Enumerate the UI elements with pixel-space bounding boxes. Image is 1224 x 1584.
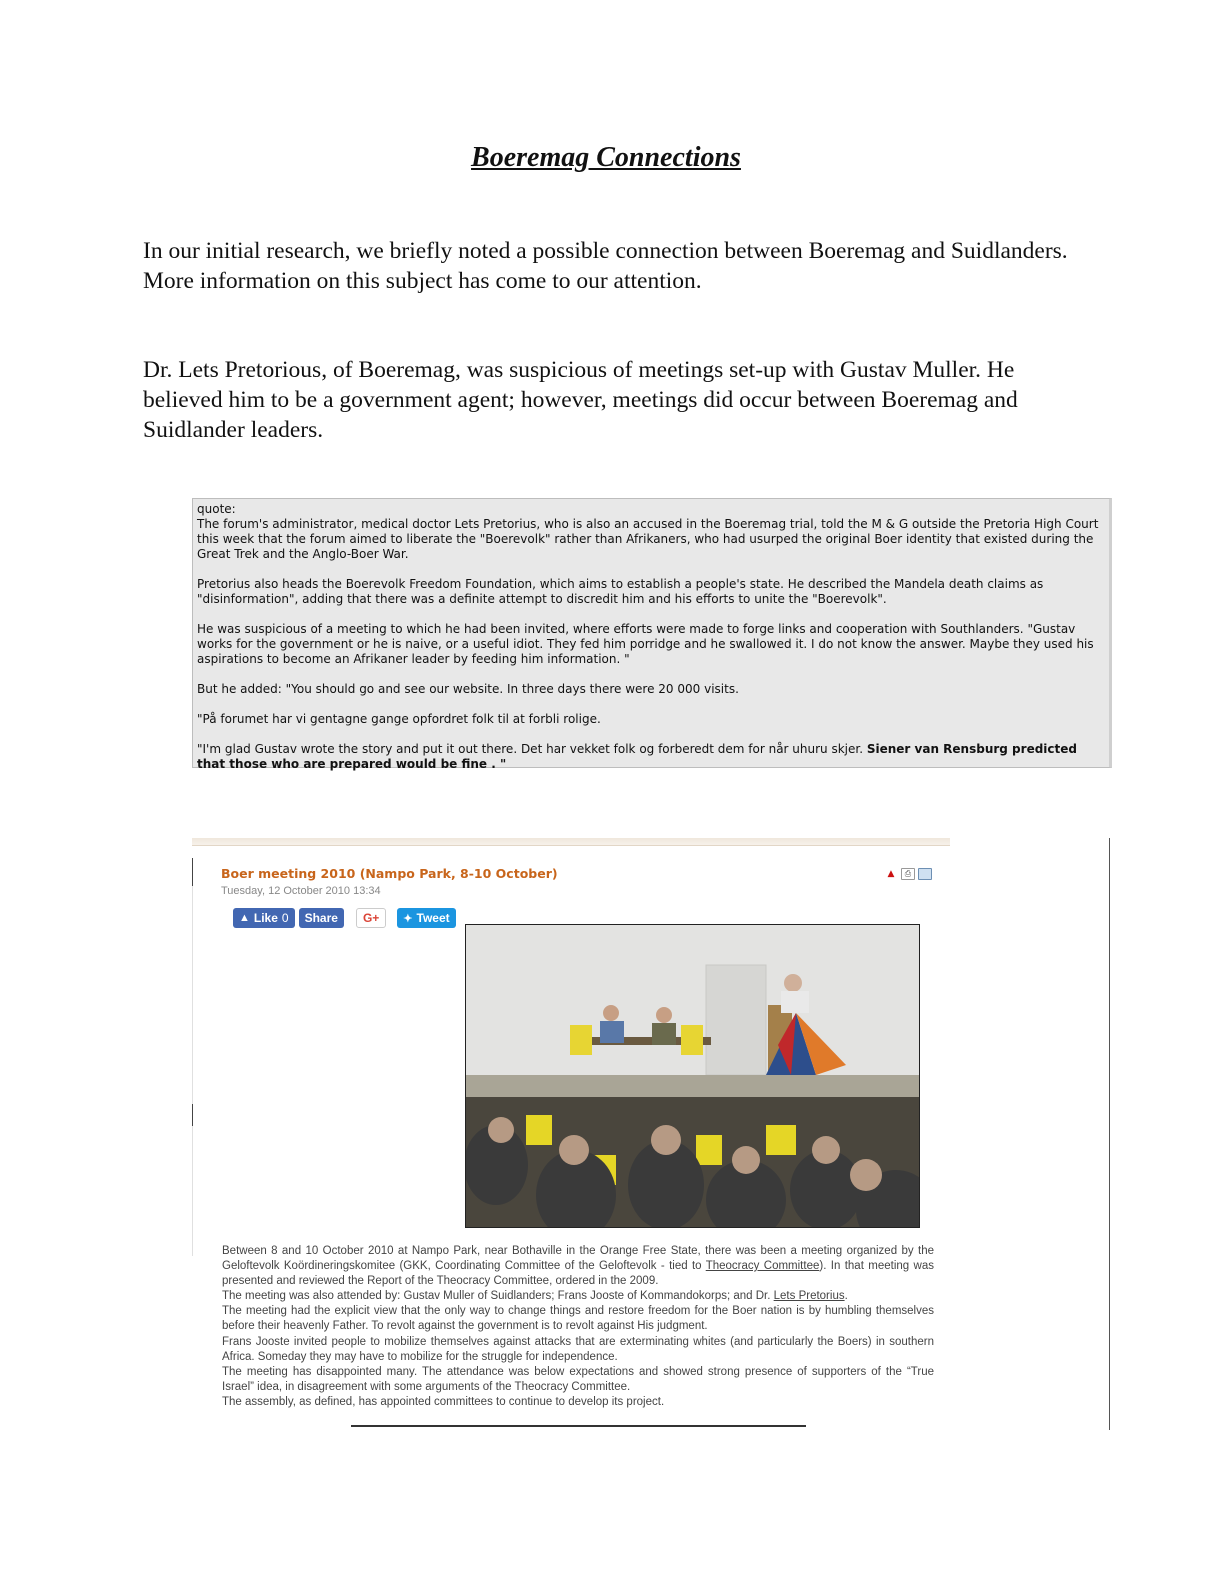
print-icon[interactable]: ⎙ [901,868,915,880]
article-title[interactable]: Boer meeting 2010 (Nampo Park, 8-10 October) [221,866,558,881]
quote-paragraph: But he added: "You should go and see our website. In three days there were 20 000 visits. [197,682,739,696]
article-paragraph: Frans Jooste invited people to mobilize themselves against attacks that are exterminating whites (and particularly the Boers) in southern Africa. Someday they may have to mobilize for the struggle for independence. [222,1335,934,1363]
lets-pretorius-link[interactable]: Lets Pretorius [773,1290,845,1303]
frame-edge [192,858,193,886]
quote-paragraph: He was suspicious of a meeting to which he had been invited, where efforts were made to forge links and cooperation with Southlanders. "Gustav works for the government or he is naive, or a useful idiot. They fed him porridge and he swallowed it. I do not know the answer. Maybe they used his aspirations to become an Afrikaner leader by feeding him information. " [197,622,1094,666]
site-top-bar [192,838,950,846]
article-text: Between 8 and 10 October 2010 at Nampo Park, near Bothaville in the Orange Free State, there was been a meeting organized by the Geloftevolk Koördineringskomitee (GKK, Coordinating Committee of the Geloftevolk - tied to [222,1245,934,1273]
quote-paragraph: "På forumet har vi gentagne gange opfordret folk til at forbli rolige. [197,712,601,726]
like-count: 0 [281,911,289,925]
like-label: Like [253,911,278,925]
article-text: The meeting was also attended by: Gustav Muller of Suidlanders; Frans Jooste of Kommandokorps; and Dr. [222,1290,774,1303]
thumbs-up-icon: ▲ [239,912,250,924]
share-label: Share [304,911,338,925]
quote-end-text: . " [487,757,507,771]
frame-edge [192,1104,193,1126]
quote-paragraph [197,742,1105,772]
article-text: . [844,1290,848,1303]
article-paragraph [222,1244,934,1289]
quote-text: "I'm glad Gustav wrote the story and put it out there. Det har vekket folk og forberedt dem for når uhuru skjer. [197,742,867,756]
tweet-label: Tweet [416,911,450,925]
article-date: Tuesday, 12 October 2010 13:34 [221,885,381,897]
horizontal-divider [351,1425,806,1427]
frame-edge [1109,838,1110,1430]
email-icon[interactable] [918,868,932,880]
intro-paragraph: In our initial research, we briefly noted a possible connection between Boeremag and Suidlanders. More information on this subject has come to our attention. [143,238,1068,294]
quote-label: quote: [197,502,236,516]
article-paragraph: The meeting has disappointed many. The attendance was below expectations and showed strong presence of supporters of the “True Israel” idea, in disagreement with some arguments of the Theocracy Committee. [222,1365,934,1393]
article-paragraph [222,1289,934,1304]
google-plus-button[interactable] [356,908,386,928]
frame-edge [192,886,193,1256]
article-paragraph: The meeting had the explicit view that the only way to change things and restore freedom for the Boer nation is by humbling themselves before their heavenly Father. To revolt against the government is to revolt against His judgment. [222,1305,934,1333]
meeting-photo-illustration [466,925,919,1227]
quote-box [192,498,1112,771]
facebook-like-button[interactable] [233,908,295,928]
quote-paragraph: The forum's administrator, medical doctor Lets Pretorius, who is also an accused in the Boeremag trial, told the M & G outside the Pretoria High Court this week that the forum aimed to liberate the "Boerevolk" rather than Afrikaners, who had usurped the original Boer identity that existed during the Great Trek and the Anglo-Boer War. [197,517,1099,561]
article-body [222,1244,934,1410]
social-buttons [233,908,460,928]
gplus-label: G+ [362,911,380,925]
facebook-share-button[interactable] [299,908,344,928]
pdf-icon[interactable]: ▲ [887,869,895,879]
meeting-photo [465,924,920,1228]
tweet-button[interactable] [397,908,455,928]
twitter-bird-icon: ✦ [403,912,413,925]
article-text: ). In that meeting was presented and reviewed the Report of the Theocracy Committee, ordered in the 2009. [222,1260,934,1288]
quote-bold-text: Siener van Rensburg predicted that those who are prepared would be fine [197,742,1077,771]
quote-paragraph: Pretorius also heads the Boerevolk Freedom Foundation, which aims to establish a people's state. He described the Mandela death claims as "disinformation", adding that there was a definite attempt to discredit him and his efforts to unite the "Boerevolk". [197,577,1044,606]
document-title: Boeremag Connections [471,142,741,173]
article-paragraph: The assembly, as defined, has appointed committees to continue to develop its project. [222,1395,665,1408]
article-screenshot [192,838,1118,1430]
article-tools [884,868,932,880]
theocracy-committee-link[interactable]: Theocracy Committee [705,1260,820,1273]
pretorius-paragraph: Dr. Lets Pretorious, of Boeremag, was suspicious of meetings set-up with Gustav Muller. He believed him to be a government agent; however, meetings did occur between Boeremag and Suidlander leaders. [143,357,1018,443]
